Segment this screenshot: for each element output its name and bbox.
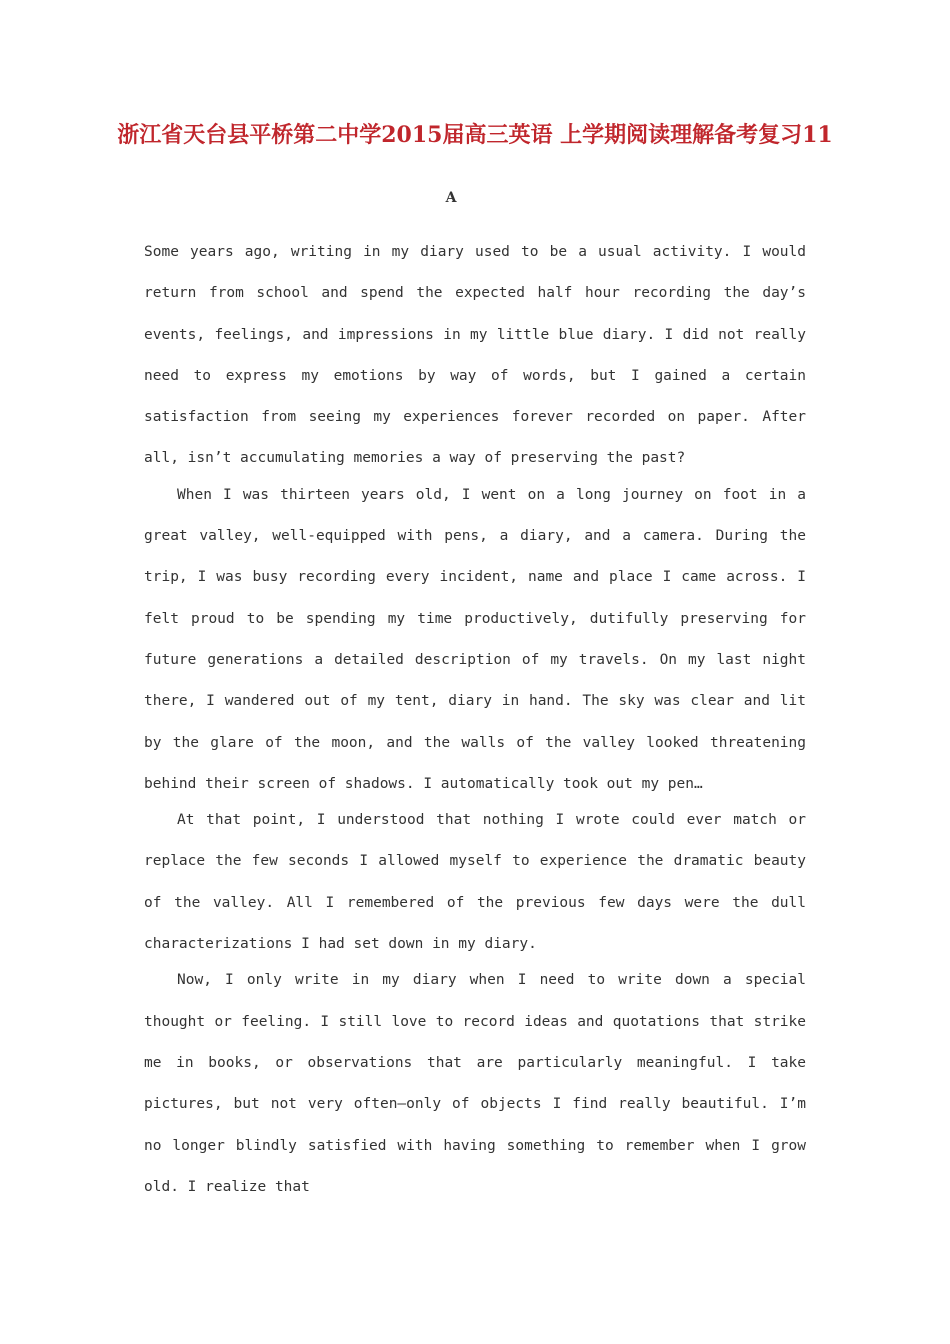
paragraph-1: Some years ago, writing in my diary used to be a usual activity. I would return from school and spend the expected half hour recording the day’s events, feelings, and impressions in my little blue diary. I did not really need to express my emotions by way of words, but I gained a certain satisfaction from seeing my experiences forever recorded on paper. After all, isn’t accumulating memories a way of preserving the past? [144,244,806,467]
section-label: A [445,190,457,206]
paragraph-2: When I was thirteen years old, I went on a long journey on foot in a great valley, well-equipped with pens, a diary, and a camera. During the trip, I was busy recording every incident, name and place I came across. I felt proud to be spending my time productively, dutifully preserving for future generations a detailed description of my travels. On my last night there, I wandered out of my tent, diary in hand. The sky was clear and lit by the glare of the moon, and the walls of the valley looked threatening behind their screen of shadows. I automatically took out my pen… [144,486,806,792]
document-title: 浙江省天台县平桥第二中学2015届高三英语 上学期阅读理解备考复习11 [117,122,833,148]
paragraph-3: At that point, I understood that nothing I wrote could ever match or replace the few seconds I allowed myself to experience the dramatic beauty of the valley. All I remembered of the previous few days were the dull characterizations I had set down in my diary. [144,812,806,953]
paragraph-4: Now, I only write in my diary when I need to write down a special thought or feeling. I still love to record ideas and quotations that strike me in books, or observations that are particularly meaningful. I take pictures, but not very often—only of objects I find really beautiful. I’m no longer blindly satisfied with having something to remember when I grow old. I realize that [144,972,806,1195]
reading-passage [144,232,806,1203]
